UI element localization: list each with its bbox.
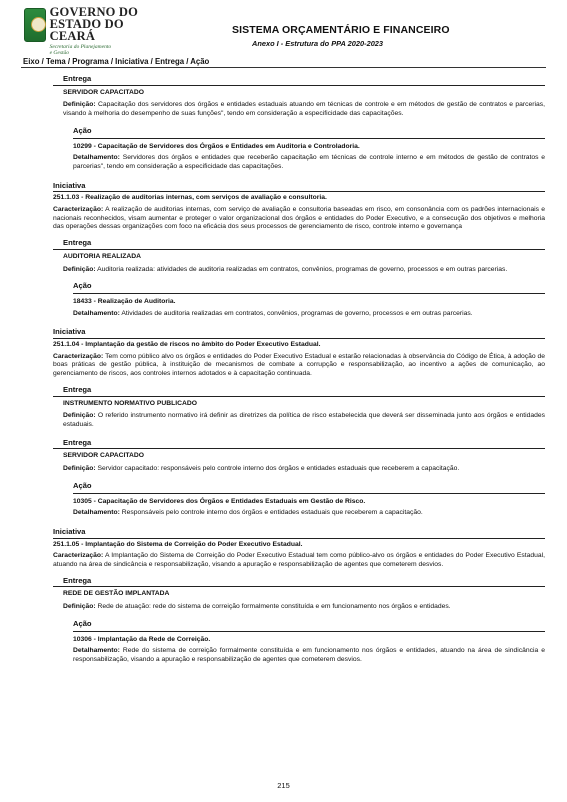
entrega-definition [63,266,545,275]
government-logo [24,5,146,56]
entrega-definition [63,465,545,474]
acao-title: 18433 - Realização de Auditoria. [73,297,176,305]
entrega-title: INSTRUMENTO NORMATIVO PUBLICADO [63,399,197,407]
iniciativa-title: 251.1.04 - Implantação da gestão de riscos no âmbito do Poder Executivo Estadual. [53,341,321,349]
logo-text [49,5,146,56]
header-divider [21,67,546,68]
acao-heading: Ação [73,280,545,294]
iniciativa-characterization [53,206,545,232]
entrega-heading: Entrega [53,573,545,588]
detail-label: Detalhamento: [73,509,120,517]
acao-block [73,298,545,318]
logo-subtitle-1: Secretaria do Planejamento [49,44,112,50]
logo-line-2: ESTADO DO CEARÁ [49,17,124,43]
breadcrumb: Eixo / Tema / Programa / Iniciativa / Entrega / Ação [23,57,210,66]
detail-label: Detalhamento: [73,154,120,162]
iniciativa-heading: Iniciativa [53,324,545,339]
characterization-label: Caracterização: [53,552,104,560]
ceara-crest-icon [24,8,46,42]
entrega-heading: Entrega [53,382,545,397]
iniciativa-title: 251.1.05 - Implantação do Sistema de Correição do Poder Executivo Estadual. [53,540,303,548]
entrega-definition [63,412,545,429]
detail-text: Servidores dos órgãos e entidades que receberão capacitação em técnicas de controle interno e em métodos de gestão de contratos e parcerias", tendo em consideração a especificidade das capacitações. [73,154,545,170]
logo-subtitle-2: e Gestão [49,50,70,56]
acao-heading: Ação [73,125,545,139]
entrega-heading: Entrega [53,435,545,450]
characterization-text: A realização de auditorias internas, com serviço de avaliação e consultoria baseadas em risco, em consonância com os padrões internacionais e nacionais reconhecidos, visam aumentar e proteger o valor organizacional dos órgãos e entidades do Poder Executivo, e a consecução dos objetivos e melhoria das operações dessas organizações com foco na eficácia dos seus processos de gerenciamento de risco, controle interno e governança [53,206,545,231]
acao-block [73,636,545,665]
characterization-text: A Implantação do Sistema de Correição do Poder Executivo Estadual tem como público-alvo os órgãos e entidades do Poder Executivo Estadual, atuando na área de sindicância e responsabilização, visando a apuração e responsabilização de agentes que cometerem desvios. [53,552,545,569]
acao-block [73,143,545,172]
iniciativa-title: 251.1.03 - Realização de auditorias internas, com serviços de avaliação e consultoria. [53,194,327,202]
acao-detail [73,647,545,664]
acao-detail [73,509,545,518]
definition-label: Definição: [63,465,96,473]
entrega-title: SERVIDOR CAPACITADO [63,88,145,96]
entrega-definition [63,603,545,612]
logo-line-1: GOVERNO DO [49,5,139,19]
entrega-title: AUDITORIA REALIZADA [63,252,141,260]
page-number: 215 [277,781,290,790]
definition-text: Auditoria realizada: atividades de auditoria realizadas em contratos, convênios, programas de governo, processos e em outras parcerias. [97,265,508,273]
acao-title: 10306 - Implantação da Rede de Correição. [73,635,211,643]
entrega-title: REDE DE GESTÃO IMPLANTADA [63,590,170,598]
document-body [53,71,545,671]
definition-text: O referido instrumento normativo irá definir as diretrizes da política de risco estabelecida que deverá ser disseminada junto aos órgãos e entidades estaduais. [63,412,545,428]
definition-label: Definição: [63,101,96,109]
acao-block [73,498,545,518]
definition-text: Servidor capacitado: responsáveis pelo controle interno dos órgãos e entidades estaduais que receberem a capacitação. [97,465,460,473]
acao-detail [73,310,545,319]
iniciativa-characterization [53,353,545,379]
entrega-heading: Entrega [53,235,545,250]
detail-text: Rede do sistema de correição formalmente constituída e em funcionamento nos órgãos e entidades, atuando na área de sindicância e responsabilização, visando a apuração e responsabilização de agentes que cometerem desvios. [73,647,545,663]
acao-heading: Ação [73,480,545,494]
entrega-heading: Entrega [53,71,545,86]
entrega-definition [63,101,545,118]
iniciativa-heading: Iniciativa [53,524,545,539]
iniciativa-characterization [53,552,545,569]
detail-label: Detalhamento: [73,647,120,655]
detail-label: Detalhamento: [73,309,120,317]
page-header [0,0,567,56]
characterization-text: Tem como público alvo os órgãos e entidades do Poder Executivo Estadual e estarão relacionadas à observância do Código de Ética, à adoção de boas práticas de gestão pública, à instituição de mecanismos de combate a corrupção e responsabilização, ao incentivo a ações de comunicação, ao gerenciamento de riscos, aos controles internos adotados e à capacitação continuada. [53,352,545,378]
acao-detail [73,154,545,171]
iniciativa-heading: Iniciativa [53,178,545,193]
definition-label: Definição: [63,603,96,611]
definition-label: Definição: [63,412,96,420]
acao-title: 10299 - Capacitação de Servidores dos Órgãos e Entidades em Auditoria e Controladoria. [73,142,360,150]
definition-label: Definição: [63,265,96,273]
definition-text: Rede de atuação: rede do sistema de correição formalmente constituída e em funcionamento nos órgãos e entidades. [97,603,451,611]
detail-text: Responsáveis pelo controle interno dos órgãos e entidades estaduais que receberem a capacitação. [121,509,423,517]
system-title: SISTEMA ORÇAMENTÁRIO E FINANCEIRO [232,24,450,36]
acao-heading: Ação [73,618,545,632]
definition-text: Capacitação dos servidores dos órgãos e entidades estaduais atuando em técnicas de controle e em métodos de gestão de contratos e parcerias, visando à melhoria do desempenho de suas funções", tendo em consideração a especificidade das capacitações. [63,101,545,118]
detail-text: Atividades de auditoria realizadas em contratos, convênios, programas de governo, processos e em outras parcerias. [121,309,473,317]
system-subtitle: Anexo I - Estrutura do PPA 2020-2023 [252,39,384,48]
acao-title: 10305 - Capacitação de Servidores dos Órgãos e Entidades Estaduais em Gestão de Risco. [73,497,366,505]
characterization-label: Caracterização: [53,206,104,214]
entrega-title: SERVIDOR CAPACITADO [63,452,145,460]
characterization-label: Caracterização: [53,352,104,360]
